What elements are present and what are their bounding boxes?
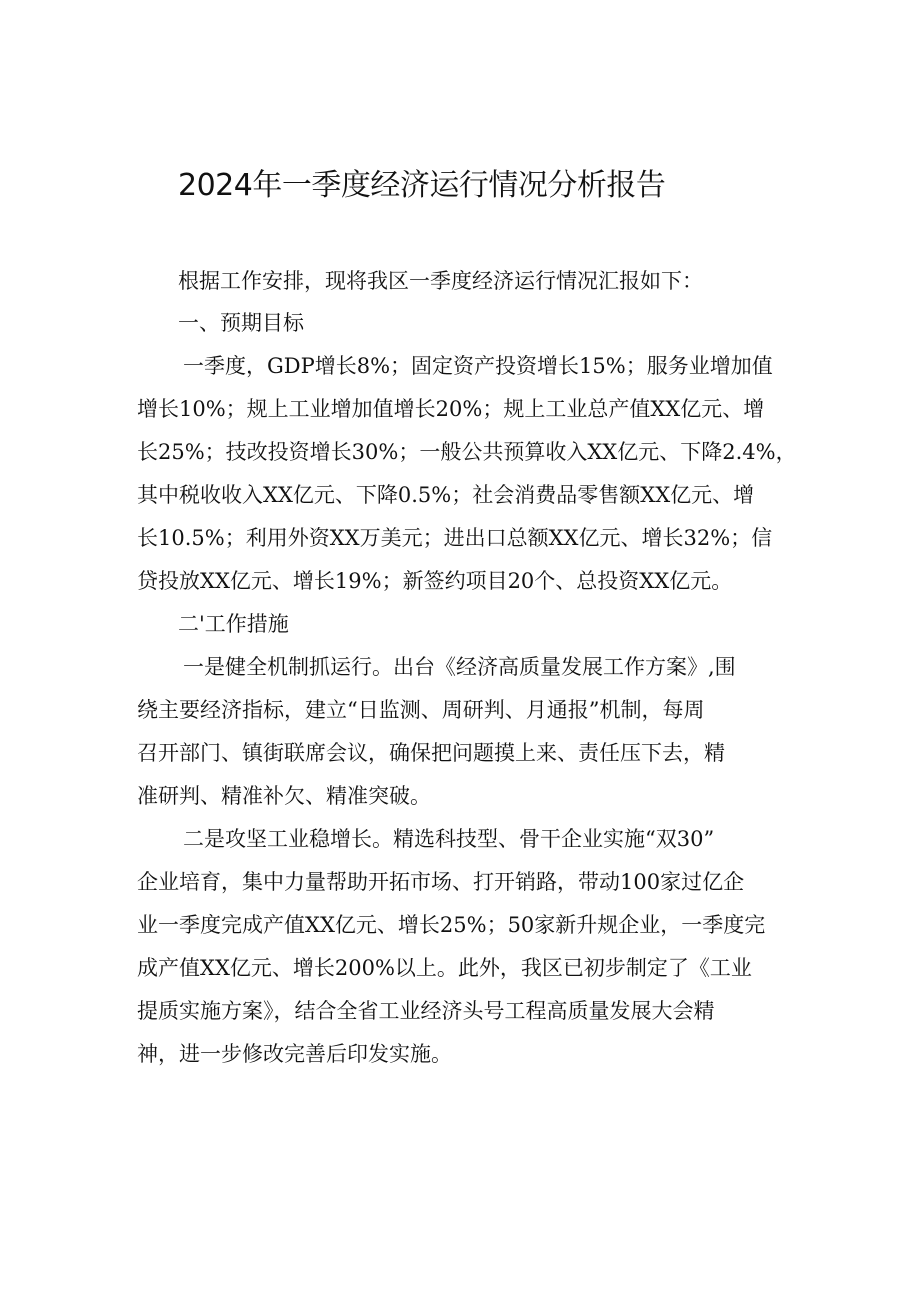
paragraph-line: 召开部门、镇街联席会议，确保把问题摸上来、责任压下去，精: [137, 741, 725, 765]
paragraph-line: 准研判、精准补欠、精准突破。: [137, 784, 431, 808]
paragraph-line: 企业培育，集中力量帮助开拓市场、打开销路，带动100家过亿企: [137, 870, 745, 894]
paragraph-line: 增长10%；规上工业增加值增长20%；规上工业总产值XX亿元、增: [137, 397, 765, 421]
paragraph-line: 长25%；技改投资增长30%；一般公共预算收入XX亿元、下降2.4%，: [137, 440, 797, 464]
paragraph-line: 业一季度完成产值XX亿元、增长25%；50家新升规企业，一季度完: [137, 913, 766, 937]
section-heading-work-measures: 二'工作措施: [178, 612, 289, 636]
paragraph-line: 贷投放XX亿元、增长19%；新签约项目20个、总投资XX亿元。: [137, 569, 733, 593]
paragraph-line: 一是健全机制抓运行。出台《经济高质量发展工作方案》,围: [183, 655, 736, 679]
paragraph-line: 其中税收收入XX亿元、下降0.5%；社会消费品零售额XX亿元、增: [137, 483, 755, 507]
document-title: 2024年一季度经济运行情况分析报告: [178, 168, 666, 203]
paragraph-line: 一季度，GDP增长8%；固定资产投资增长15%；服务业增加值: [183, 354, 773, 378]
paragraph-line: 神，进一步修改完善后印发实施。: [137, 1042, 452, 1066]
paragraph-line: 成产值XX亿元、增长200%以上。此外，我区已初步制定了《工业: [137, 956, 752, 980]
paragraph-line: 提质实施方案》，结合全省工业经济头号工程高质量发展大会精: [137, 999, 715, 1023]
paragraph-line: 绕主要经济指标，建立“日监测、周研判、月通报”机制，每周: [137, 698, 705, 722]
section-heading-expected-targets: 一、预期目标: [178, 311, 304, 335]
paragraph-line: 二是攻坚工业稳增长。精选科技型、骨干企业实施“双30”: [183, 827, 715, 851]
paragraph-line: 长10.5%；利用外资XX万美元；进出口总额XX亿元、增长32%；信: [137, 526, 773, 550]
intro-paragraph: 根据工作安排，现将我区一季度经济运行情况汇报如下：: [178, 269, 703, 293]
